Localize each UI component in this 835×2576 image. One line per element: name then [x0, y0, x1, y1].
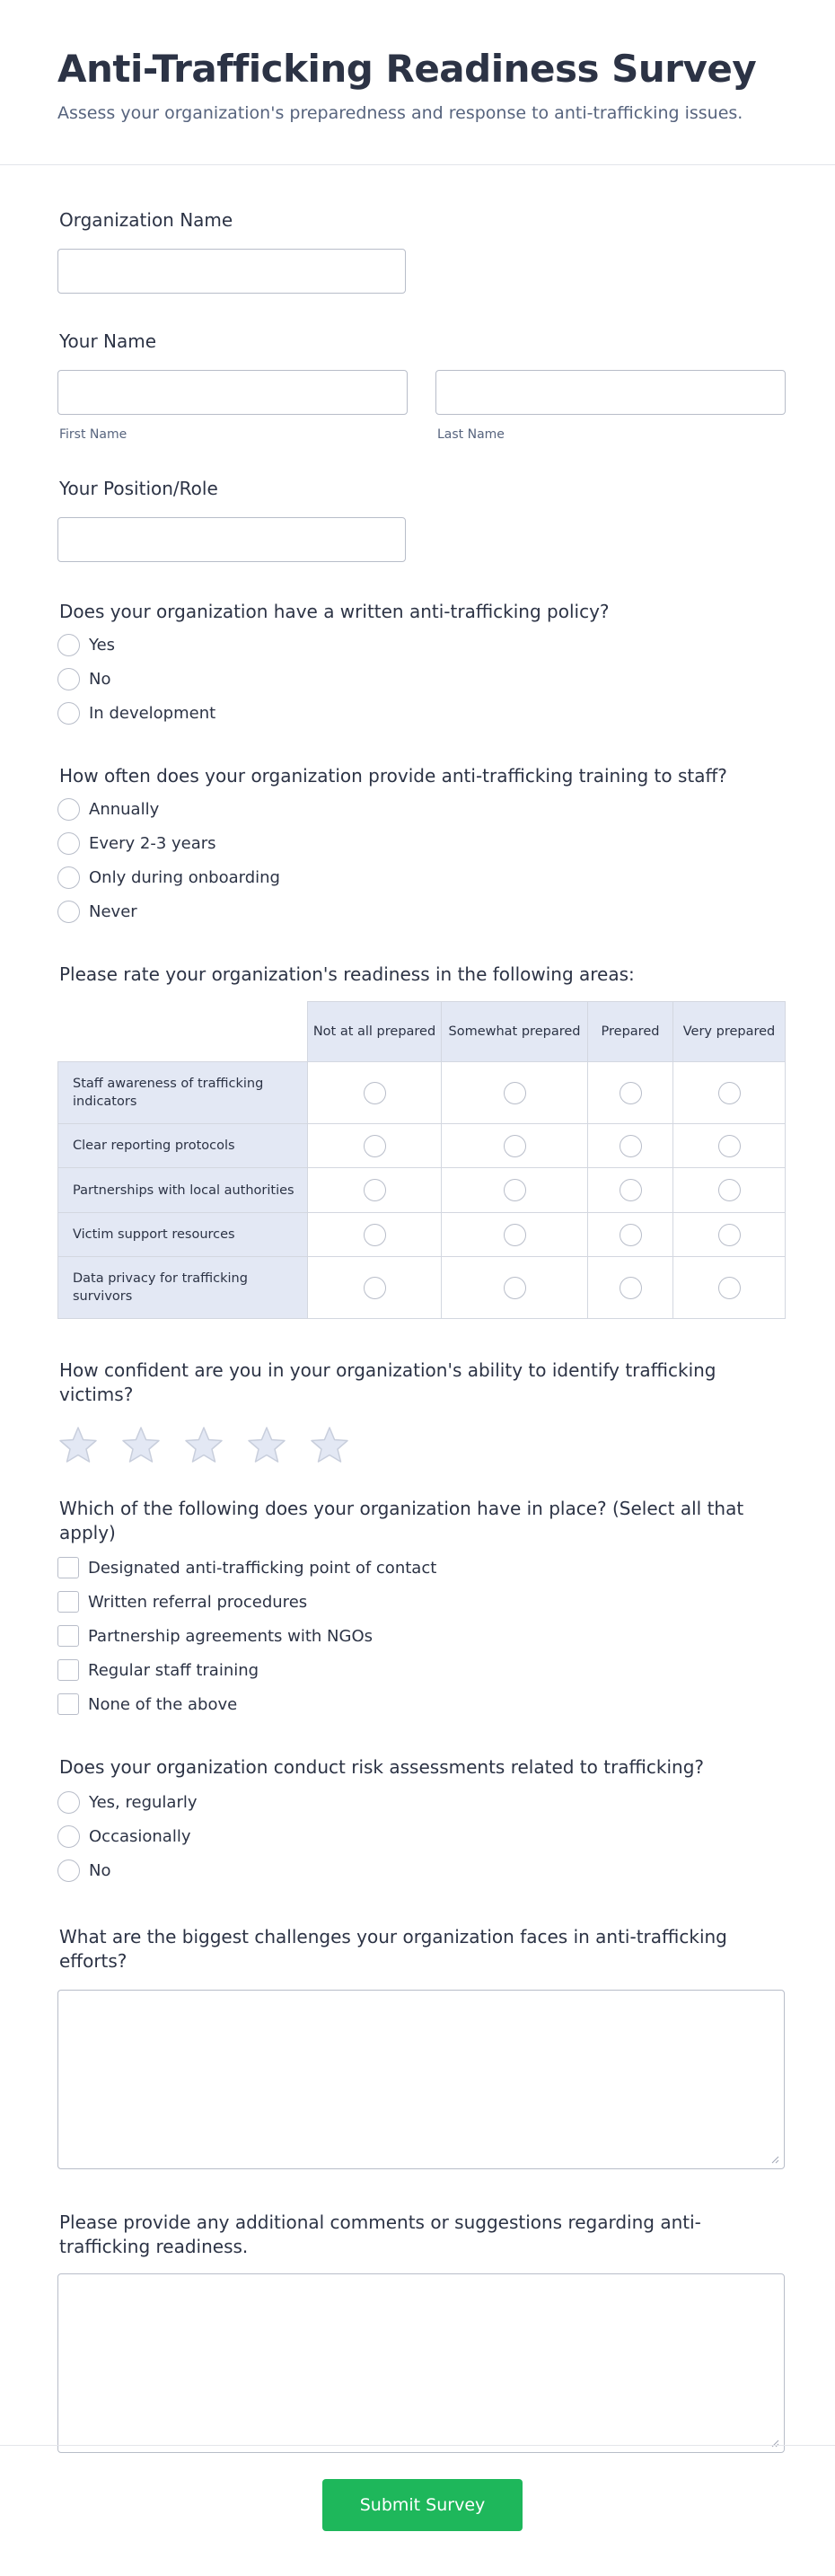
challenges-field — [57, 1925, 785, 2169]
radio-button[interactable] — [620, 1224, 642, 1246]
readiness-question: Please rate your organization's readiness in the following areas: — [59, 963, 635, 985]
option-label: Written referral procedures — [88, 1592, 308, 1612]
risk-option-no[interactable] — [57, 1853, 785, 1887]
option-label: No — [89, 669, 111, 689]
policy-question: Does your organization have a written anti-trafficking policy? — [59, 601, 610, 622]
measures-field — [57, 1497, 785, 1721]
position-field — [57, 477, 785, 562]
star-rating — [57, 1425, 785, 1464]
checkbox[interactable] — [57, 1625, 79, 1647]
option-label: Designated anti-trafficking point of contact — [88, 1558, 437, 1578]
matrix-cell[interactable] — [673, 1124, 786, 1168]
matrix-cell[interactable] — [308, 1062, 442, 1124]
radio-button[interactable] — [620, 1135, 642, 1157]
radio-button[interactable] — [620, 1179, 642, 1201]
radio-button[interactable] — [57, 798, 80, 821]
matrix-cell[interactable] — [442, 1213, 588, 1257]
matrix-cell[interactable] — [442, 1168, 588, 1213]
survey-form — [0, 208, 835, 2453]
star-icon[interactable] — [57, 1425, 99, 1464]
radio-button[interactable] — [57, 866, 80, 889]
policy-field — [57, 600, 785, 730]
comments-question: Please provide any additional comments or suggestions regarding anti-trafficking readiness. — [59, 2211, 701, 2257]
position-input[interactable] — [57, 517, 406, 562]
star-icon[interactable] — [309, 1425, 350, 1464]
resize-handle-icon[interactable] — [770, 2155, 779, 2164]
policy-option-in-development[interactable] — [57, 696, 785, 730]
matrix-cell[interactable] — [588, 1257, 673, 1319]
confidence-field — [57, 1358, 785, 1464]
radio-button[interactable] — [57, 1825, 80, 1848]
option-label: Yes — [89, 635, 116, 655]
measures-question: Which of the following does your organization have in place? (Select all that apply) — [59, 1498, 744, 1543]
matrix-column-header: Somewhat prepared — [442, 1002, 588, 1062]
radio-button[interactable] — [504, 1277, 526, 1299]
confidence-question: How confident are you in your organization's ability to identify trafficking victims? — [59, 1359, 716, 1405]
option-label: Never — [89, 901, 137, 921]
matrix-cell[interactable] — [442, 1062, 588, 1124]
matrix-cell[interactable] — [442, 1257, 588, 1319]
matrix-cell[interactable] — [308, 1168, 442, 1213]
option-label: No — [89, 1860, 111, 1880]
matrix-cell[interactable] — [308, 1124, 442, 1168]
org-name-field — [57, 208, 785, 294]
last-name-sublabel: Last Name — [437, 427, 505, 442]
radio-button[interactable] — [718, 1179, 741, 1201]
radio-button[interactable] — [364, 1224, 386, 1246]
radio-button[interactable] — [504, 1179, 526, 1201]
page-title: Anti-Trafficking Readiness Survey — [57, 47, 757, 91]
matrix-cell[interactable] — [588, 1124, 673, 1168]
matrix-column-header: Very prepared — [673, 1002, 786, 1062]
matrix-row-label: Data privacy for trafficking survivors — [58, 1257, 308, 1319]
matrix-row-local-authorities — [58, 1168, 786, 1213]
matrix-column-header: Not at all prepared — [308, 1002, 442, 1062]
radio-button[interactable] — [57, 832, 80, 855]
measures-option-ngo-agreements[interactable] — [57, 1619, 785, 1653]
training-option-onboarding[interactable] — [57, 860, 785, 894]
form-header — [0, 0, 835, 165]
measures-option-staff-training[interactable] — [57, 1653, 785, 1687]
matrix-row-label: Staff awareness of trafficking indicators — [58, 1062, 308, 1124]
option-label: In development — [89, 703, 216, 723]
submit-button[interactable]: Submit Survey — [322, 2479, 523, 2531]
radio-button[interactable] — [57, 702, 80, 725]
option-label: Occasionally — [89, 1826, 191, 1846]
matrix-cell[interactable] — [588, 1213, 673, 1257]
radio-button[interactable] — [718, 1135, 741, 1157]
last-name-input[interactable] — [435, 370, 786, 415]
radio-button[interactable] — [364, 1277, 386, 1299]
matrix-row-victim-support — [58, 1213, 786, 1257]
first-name-input[interactable] — [57, 370, 408, 415]
matrix-cell[interactable] — [442, 1124, 588, 1168]
matrix-cell[interactable] — [308, 1213, 442, 1257]
risk-field — [57, 1755, 785, 1887]
matrix-corner — [58, 1002, 308, 1062]
radio-button[interactable] — [364, 1082, 386, 1104]
training-option-every-2-3-years[interactable] — [57, 826, 785, 860]
radio-button[interactable] — [364, 1135, 386, 1157]
comments-textarea[interactable] — [57, 2273, 785, 2453]
training-field — [57, 764, 785, 928]
risk-question: Does your organization conduct risk assessments related to trafficking? — [59, 1756, 705, 1778]
readiness-field — [57, 963, 785, 1319]
form-footer — [0, 2445, 835, 2576]
radio-button[interactable] — [718, 1082, 741, 1104]
training-option-annually[interactable] — [57, 792, 785, 826]
policy-option-yes[interactable] — [57, 628, 785, 662]
radio-button[interactable] — [620, 1082, 642, 1104]
challenges-textarea[interactable] — [57, 1990, 785, 2169]
option-label: Annually — [89, 799, 160, 819]
matrix-row-label: Victim support resources — [58, 1213, 308, 1257]
matrix-cell[interactable] — [673, 1257, 786, 1319]
radio-button[interactable] — [57, 1791, 80, 1814]
risk-option-regularly[interactable] — [57, 1785, 785, 1819]
radio-button[interactable] — [620, 1277, 642, 1299]
radio-button[interactable] — [57, 634, 80, 656]
radio-button[interactable] — [57, 1859, 80, 1882]
matrix-row-reporting-protocols — [58, 1124, 786, 1168]
matrix-row-staff-awareness — [58, 1062, 786, 1124]
comments-field — [57, 2211, 785, 2453]
readiness-matrix — [57, 1001, 786, 1319]
radio-button[interactable] — [718, 1224, 741, 1246]
radio-button[interactable] — [504, 1082, 526, 1104]
measures-option-referral-procedures[interactable] — [57, 1585, 785, 1619]
option-label: Every 2-3 years — [89, 833, 216, 853]
radio-button[interactable] — [364, 1179, 386, 1201]
your-name-label: Your Name — [59, 330, 157, 352]
option-label: None of the above — [88, 1694, 238, 1714]
matrix-cell[interactable] — [673, 1168, 786, 1213]
radio-button[interactable] — [718, 1277, 741, 1299]
option-label: Only during onboarding — [89, 867, 280, 887]
org-name-label: Organization Name — [59, 209, 233, 231]
page-subtitle: Assess your organization's preparedness and response to anti-trafficking issues. — [57, 103, 743, 123]
star-icon[interactable] — [120, 1425, 162, 1464]
star-icon[interactable] — [183, 1425, 224, 1464]
training-option-never[interactable] — [57, 894, 785, 928]
radio-button[interactable] — [504, 1135, 526, 1157]
matrix-row-label: Partnerships with local authorities — [58, 1168, 308, 1213]
matrix-cell[interactable] — [588, 1168, 673, 1213]
challenges-question: What are the biggest challenges your organization faces in anti-trafficking efforts? — [59, 1926, 727, 1972]
measures-option-none[interactable] — [57, 1687, 785, 1721]
matrix-cell[interactable] — [673, 1213, 786, 1257]
matrix-cell[interactable] — [308, 1257, 442, 1319]
measures-option-point-of-contact[interactable] — [57, 1551, 785, 1585]
checkbox[interactable] — [57, 1659, 79, 1681]
matrix-row-data-privacy — [58, 1257, 786, 1319]
training-question: How often does your organization provide anti-trafficking training to staff? — [59, 765, 727, 787]
matrix-cell[interactable] — [588, 1062, 673, 1124]
checkbox[interactable] — [57, 1557, 79, 1578]
star-icon[interactable] — [246, 1425, 287, 1464]
your-name-field — [57, 330, 785, 442]
matrix-row-label: Clear reporting protocols — [58, 1124, 308, 1168]
org-name-input[interactable] — [57, 249, 406, 294]
checkbox[interactable] — [57, 1591, 79, 1613]
matrix-column-header: Prepared — [588, 1002, 673, 1062]
option-label: Partnership agreements with NGOs — [88, 1626, 374, 1646]
matrix-cell[interactable] — [673, 1062, 786, 1124]
policy-option-no[interactable] — [57, 662, 785, 696]
radio-button[interactable] — [57, 668, 80, 690]
position-label: Your Position/Role — [59, 478, 218, 499]
first-name-sublabel: First Name — [59, 427, 127, 442]
risk-option-occasionally[interactable] — [57, 1819, 785, 1853]
radio-button[interactable] — [504, 1224, 526, 1246]
checkbox[interactable] — [57, 1693, 79, 1715]
radio-button[interactable] — [57, 901, 80, 923]
option-label: Regular staff training — [88, 1660, 259, 1680]
option-label: Yes, regularly — [89, 1792, 198, 1812]
